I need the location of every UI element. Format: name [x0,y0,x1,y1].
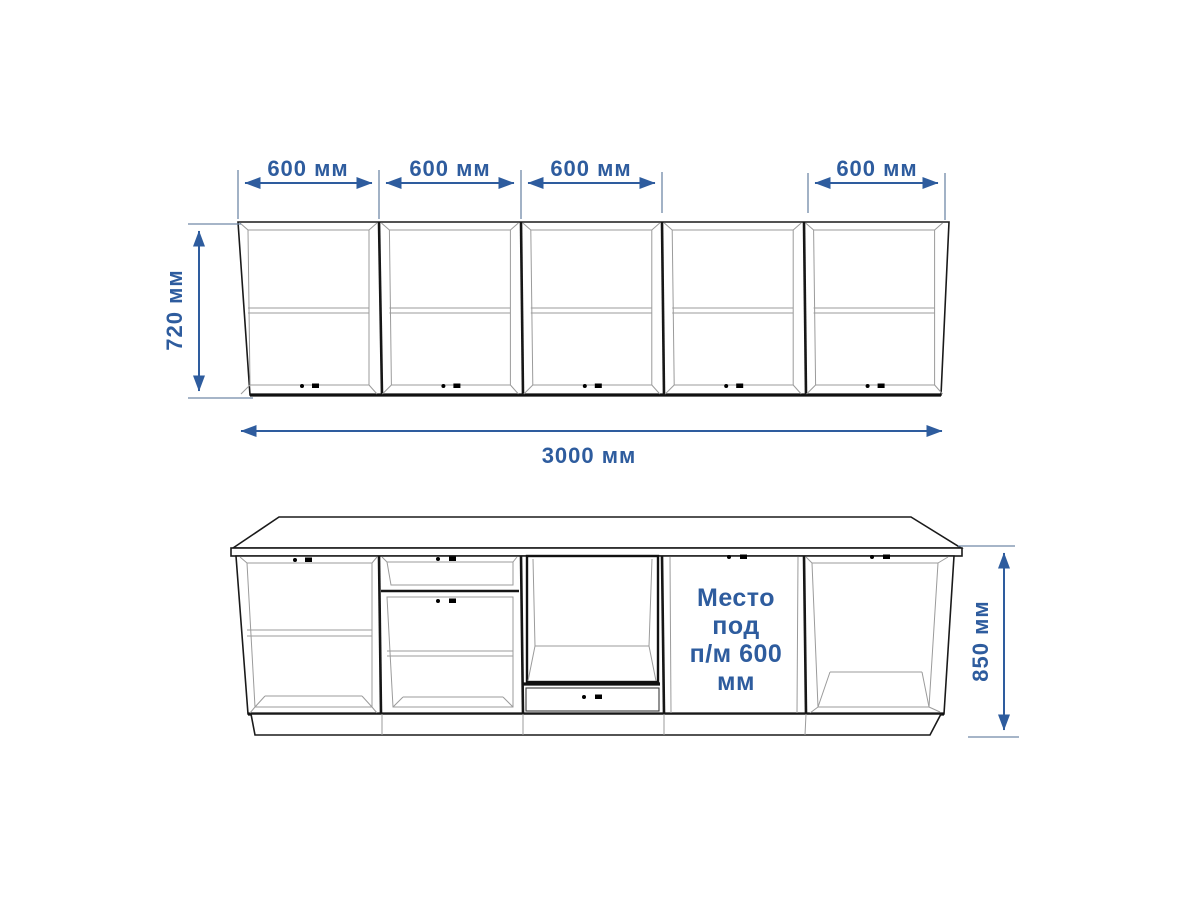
appliance-space-label-line-4: мм [717,668,755,696]
dim-label-upper-width-3: 600 мм [550,156,632,181]
dimension-upper-width-4 [808,156,945,220]
countertop [231,517,962,556]
appliance-space-label-line-1: Место [697,584,775,612]
appliance-space-label-line-3: п/м 600 [689,640,783,668]
upper-cabinets-row [238,222,949,395]
dimension-upper-width-2 [386,156,521,219]
base-cabinet-3-oven-cavity [523,556,660,711]
dim-label-upper-width-1: 600 мм [267,156,349,181]
plinth [251,714,941,735]
dim-label-upper-width-2: 600 мм [409,156,491,181]
base-cabinets-row [231,517,962,735]
dimension-base-height [958,546,1019,737]
dimension-total-width [241,431,942,468]
dim-label-total-width: 3000 мм [541,443,637,468]
dimension-upper-width-3 [528,156,662,213]
dim-label-upper-width-4: 600 мм [836,156,918,181]
dim-label-base-height: 850 мм [968,600,993,682]
upper-width-dimensions [238,156,945,220]
dimension-upper-width-1 [238,156,379,219]
appliance-space-label-line-2: под [712,612,760,640]
dim-label-upper-height: 720 мм [162,269,187,351]
